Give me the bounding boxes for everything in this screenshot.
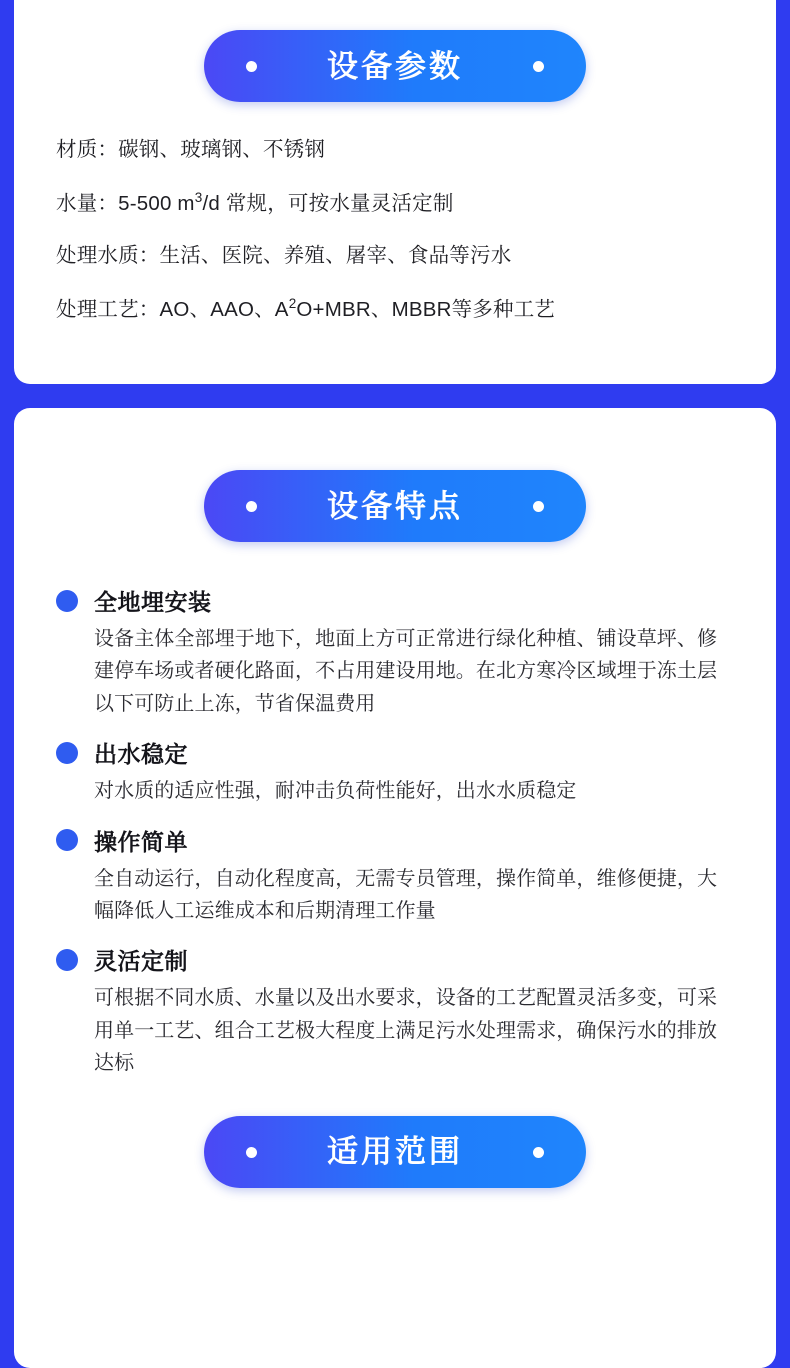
param-label: 水量： xyxy=(56,191,119,215)
param-value: 碳钢、玻璃钢、不锈钢 xyxy=(118,138,326,161)
param-row xyxy=(56,295,734,324)
device-parameters-title-pill xyxy=(204,30,586,102)
dot-left-icon xyxy=(246,501,257,512)
device-parameters-title: 设备参数 xyxy=(327,48,463,84)
device-features-card xyxy=(14,408,776,1368)
device-features-title: 设备特点 xyxy=(327,488,463,524)
feature-item xyxy=(56,584,734,720)
scope-title: 适用范围 xyxy=(327,1134,463,1170)
param-label: 处理水质： xyxy=(56,244,160,268)
dot-left-icon xyxy=(246,1147,257,1158)
feature-heading xyxy=(56,824,734,857)
feature-item xyxy=(56,943,734,1079)
bullet-icon xyxy=(56,590,78,612)
param-row xyxy=(56,242,734,270)
bullet-icon xyxy=(56,742,78,764)
device-features-title-pill xyxy=(204,470,586,542)
feature-heading xyxy=(56,943,734,976)
feature-title: 灵活定制 xyxy=(94,948,188,975)
feature-heading xyxy=(56,584,734,617)
bullet-icon xyxy=(56,949,78,971)
device-parameters-card xyxy=(14,0,776,384)
dot-right-icon xyxy=(533,61,544,72)
param-row xyxy=(56,189,734,218)
device-features-title-wrap xyxy=(14,408,776,542)
param-value: 生活、医院、养殖、屠宰、食品等污水 xyxy=(159,244,512,268)
param-label: 处理工艺： xyxy=(56,297,160,321)
device-features-list xyxy=(14,584,776,1080)
feature-title: 操作简单 xyxy=(94,828,188,855)
param-value: AO、AAO、$A^2O+MBR$、MBBR等多种工艺 xyxy=(159,295,556,321)
param-label: 材质： xyxy=(56,138,119,161)
feature-title: 出水稳定 xyxy=(94,741,188,768)
feature-heading xyxy=(56,736,734,769)
feature-description: 设备主体全部埋于地下，地面上方可正常进行绿化种植、铺设草坪、修建停车场或者硬化路面，不占用建设用地。在北方寒冷区域埋于冻土层以下可防止上冻，节省保温费用 xyxy=(94,628,718,715)
scope-title-wrap xyxy=(14,1116,776,1208)
device-parameters-list xyxy=(14,136,776,323)
feature-description: 对水质的适应性强，耐冲击负荷性能好，出水水质稳定 xyxy=(94,780,577,803)
device-parameters-title-wrap xyxy=(14,0,776,102)
dot-right-icon xyxy=(533,501,544,512)
feature-item xyxy=(56,824,734,928)
dot-left-icon xyxy=(246,61,257,72)
feature-item xyxy=(56,736,734,807)
feature-title: 全地埋安装 xyxy=(94,589,212,615)
param-value: 5-500 $m^3/d$ 常规，可按水量灵活定制 xyxy=(118,189,454,215)
dot-right-icon xyxy=(533,1147,544,1158)
bullet-icon xyxy=(56,829,78,851)
feature-description: 全自动运行，自动化程度高，无需专员管理，操作简单，维修便捷，大幅降低人工运维成本和后期清理工作量 xyxy=(94,867,718,922)
feature-description: 可根据不同水质、水量以及出水要求，设备的工艺配置灵活多变，可采用单一工艺、组合工艺极大程度上满足污水处理需求，确保污水的排放达标 xyxy=(94,987,718,1075)
param-row xyxy=(56,136,734,164)
scope-title-pill xyxy=(204,1116,586,1188)
